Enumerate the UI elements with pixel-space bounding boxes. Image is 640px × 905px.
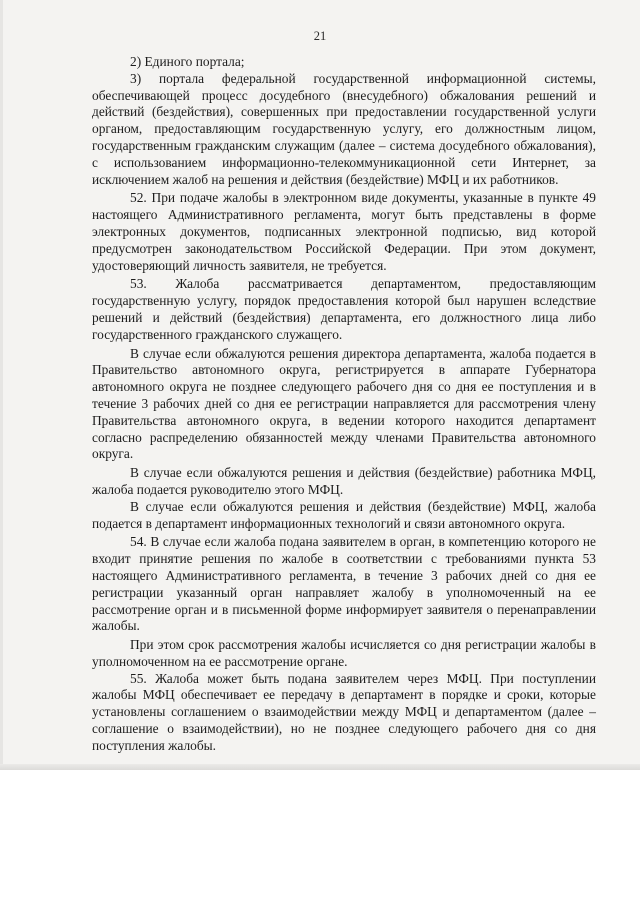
paragraph-item-2: 2) Единого портала; (130, 54, 245, 69)
paragraph-53-mfc: В случае если обжалуются решения и действия (бездействие) МФЦ, жалоба подается в департамент информационных технологий и связи автономного округа. (92, 498, 596, 531)
scan-bottom-edge (0, 764, 640, 770)
paragraph-item-3: 3) портала федеральной государственной информационной системы, обеспечивающей процесс досудебного (внесудебного) обжалования решений и действий (бездействия), совершенных при предоставлении государственной услуги органом, предоставляющим государственную услугу, его должностным лицом, государственным гражданским служащим (далее – система досудебного обжалования), с использованием информационно-телекоммуникационной сети Интернет, за исключением жалоб на решения и действия (бездействие) МФЦ и их работников. (92, 70, 596, 187)
paragraph-53-director: В случае если обжалуются решения директора департамента, жалоба подается в Правительство автономного округа, регистрируется в аппарате Губернатора автономного округа не позднее следующего рабочего дня со дня ее поступления и в течение 3 рабочих дней со дня ее регистрации направляется для рассмотрения члену Правительства автономного округа, в ведении которого находится департамент согласно распределению обязанностей между членами Правительства автономного округа. (92, 345, 596, 462)
paragraph-53-mfc-worker: В случае если обжалуются решения и действия (бездействие) работника МФЦ, жалоба подается руководителю этого МФЦ. (92, 465, 596, 497)
paragraph-54: 54. В случае если жалоба подана заявителем в орган, в компетенцию которого не входит принятие решения по жалобе в соответствии с требованиями пункта 53 настоящего Административного регламента, в течение 3 рабочих дней со дня ее регистрации указанный орган направляет жалобу в уполномоченный на ее рассмотрение орган и в письменной форме информирует заявителя о перенаправлении жалобы. (92, 534, 596, 634)
paragraph-52: 52. При подаче жалобы в электронном виде документы, указанные в пункте 49 настоящего Административного регламента, могут быть представлены в форме электронных документов, подписанных электронной подписью, вид которой предусмотрен законодательством Российской Федерации. При этом документ, удостоверяющий личность заявителя, не требуется. (92, 190, 596, 273)
paragraph-55: 55. Жалоба может быть подана заявителем через МФЦ. При поступлении жалобы МФЦ обеспечивает ее передачу в департамент в порядке и сроки, которые установлены соглашением о взаимодействии между МФЦ и департаментом (далее – соглашение о взаимодействии), но не позднее следующего рабочего дня со дня поступления жалобы. (92, 670, 596, 753)
scan-edge (0, 0, 3, 770)
document-body (92, 54, 596, 755)
paragraph-54-term: При этом срок рассмотрения жалобы исчисляется со дня регистрации жалобы в уполномоченном на ее рассмотрение органе. (92, 637, 596, 669)
page-number: 21 (313, 29, 327, 43)
paragraph-53: 53. Жалоба рассматривается департаментом, предоставляющим государственную услугу, порядок предоставления которой был нарушен вследствие решений и действий (бездействия) департамента, его должностного лица либо государственного гражданского служащего. (92, 276, 596, 342)
